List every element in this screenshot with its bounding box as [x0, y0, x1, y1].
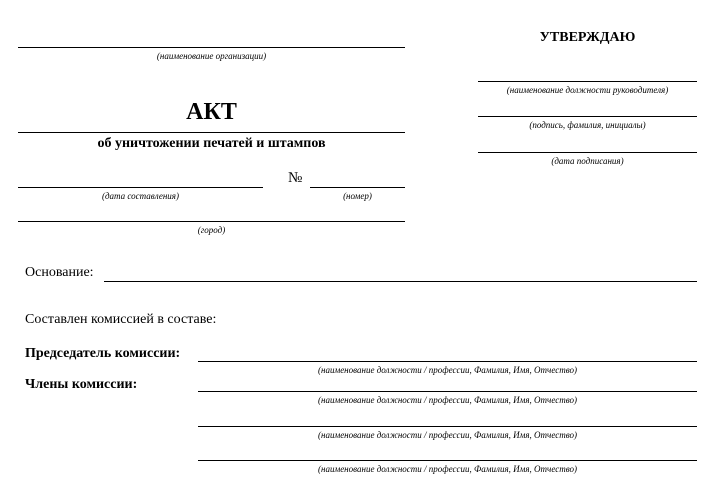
approval-date-line[interactable]	[478, 152, 697, 153]
members-label: Члены комиссии:	[25, 377, 138, 392]
member-line-3[interactable]	[198, 460, 697, 461]
member-hint-3: (наименование должности / профессии, Фамилия, Имя, Отчество)	[317, 464, 578, 474]
act-date-line[interactable]	[18, 187, 263, 188]
basis-label: Основание:	[25, 265, 94, 280]
approval-date-hint: (дата подписания)	[551, 156, 624, 166]
approver-signature-hint: (подпись, фамилия, инициалы)	[529, 120, 646, 130]
member-hint-1: (наименование должности / профессии, Фамилия, Имя, Отчество)	[317, 395, 578, 405]
number-sign: №	[288, 170, 303, 186]
city-hint: (город)	[197, 225, 226, 235]
act-subtitle: об уничтожении печатей и штампов	[97, 136, 326, 151]
member-line-1[interactable]	[198, 391, 697, 392]
chairman-label: Председатель комиссии:	[25, 346, 181, 361]
chairman-line[interactable]	[198, 361, 697, 362]
member-hint-2: (наименование должности / профессии, Фамилия, Имя, Отчество)	[317, 430, 578, 440]
approver-signature-line[interactable]	[478, 116, 697, 117]
act-number-hint: (номер)	[343, 191, 372, 201]
basis-line[interactable]	[104, 281, 697, 282]
act-title: АКТ	[186, 99, 237, 125]
chairman-hint: (наименование должности / профессии, Фамилия, Имя, Отчество)	[317, 365, 578, 375]
approval-title: УТВЕРЖДАЮ	[539, 30, 636, 45]
act-number-line[interactable]	[310, 187, 405, 188]
organization-name-hint: (наименование организации)	[156, 51, 267, 61]
act-date-hint: (дата составления)	[102, 191, 179, 201]
commission-intro: Составлен комиссией в составе:	[25, 312, 217, 327]
approver-position-hint: (наименование должности руководителя)	[506, 85, 669, 95]
act-title-underline	[18, 132, 405, 133]
organization-name-line[interactable]	[18, 47, 405, 48]
approver-position-line[interactable]	[478, 81, 697, 82]
member-line-2[interactable]	[198, 426, 697, 427]
city-line[interactable]	[18, 221, 405, 222]
